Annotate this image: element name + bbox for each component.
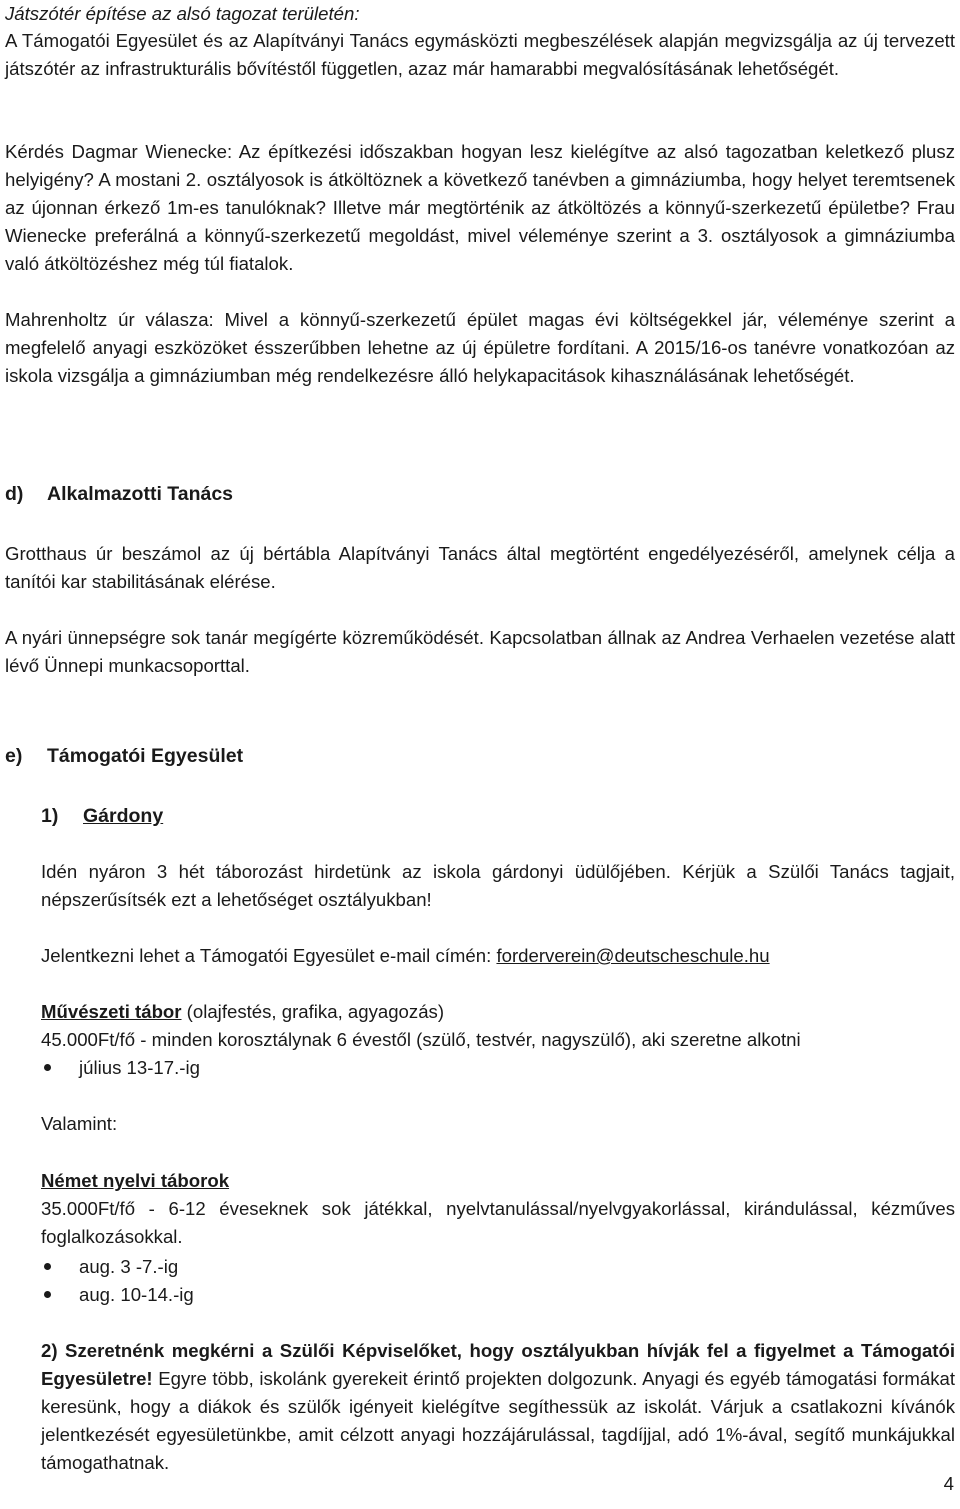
subsection-2-bold: 2) Szeretnénk megkérni a Szülői Képviselőket, hogy osztályukban hívják fel a figyelmet a Támogatói Egyesületre! — [41, 1340, 955, 1389]
apply-paragraph — [41, 942, 955, 970]
section-e-heading — [5, 742, 243, 770]
section-d-title: Alkalmazotti Tanács — [47, 483, 234, 505]
section-d-label: d) — [5, 483, 24, 505]
date-item: aug. 10-14.-ig — [41, 1281, 955, 1309]
subsection-2-paragraph — [41, 1337, 955, 1477]
art-camp-price: 45.000Ft/fő - minden korosztálynak 6 évestől (szülő, testvér, nagyszülő), aki szeretne alkotni — [41, 1029, 801, 1050]
also-label: Valamint: — [41, 1113, 118, 1134]
subsection-1-title: Gárdony — [83, 805, 164, 827]
art-camp-subtitle: (olajfestés, grafika, agyagozás) — [181, 1001, 445, 1022]
art-camp-dates — [41, 1054, 955, 1082]
section-e-title: Támogatói Egyesület — [47, 745, 244, 767]
date-item: aug. 3 -7.-ig — [41, 1253, 955, 1281]
section-e-label: e) — [5, 745, 23, 767]
section-d-paragraph-1: Grotthaus úr beszámol az új bértábla Alapítványi Tanács által megtörtént engedélyezéséről, amelynek célja a tanítói kar stabilitásának elérése. — [5, 543, 955, 592]
answer-paragraph: Mahrenholtz úr válasza: Mivel a könnyű-szerkezetű épület magas évi költségekkel jár, véleménye szerint a megfelelő anyagi eszközöket ésszerűbben lehetne az új épületre fordítani. A 2015/16-os tanévre vonatkozóan az iskola vizsgálja a gimnáziumban még rendelkezésre álló helykapacitások kihasználásának lehetőségét. — [5, 309, 955, 386]
german-camp-dates — [41, 1253, 955, 1309]
question-paragraph: Kérdés Dagmar Wienecke: Az építkezési időszakban hogyan lesz kielégítve az alsó tagozatban keletkező plusz helyigény? A mostani 2. osztályosok is átköltöznek a következő tanévben a gimnáziumba, hogy helyet teremtsenek az újonnan érkező 1m-es tanulóknak? Illetve már megtörténik az átköltözés a könnyű-szerkezetű épületbe? Frau Wienecke preferálná a könnyű-szerkezetű megoldást, mivel véleménye szerint a 3. osztályosok a gimnáziumba való átköltözéshez még túl fiatalok. — [5, 141, 955, 274]
email-link[interactable]: forderverein@deutscheschule.hu — [496, 945, 770, 966]
page-number: 4 — [943, 1473, 954, 1494]
playground-text: A Támogatói Egyesület és az Alapítványi Tanács egymásközti megbeszélések alapján megvizsgálja az új tervezett játszótér az infrastrukturális bővítéstől független, azaz már hamarabbi megvalósításának lehetőségét. — [5, 30, 955, 79]
subsection-1-heading — [41, 802, 163, 830]
date-item: július 13-17.-ig — [41, 1054, 955, 1082]
art-camp-heading — [41, 998, 444, 1026]
section-d-heading — [5, 480, 233, 508]
subsection-2-text: Egyre több, iskolánk gyerekeit érintő projekten dolgozunk. Anyagi és egyéb támogatási formákat keresünk, hogy a diákok és szülők igényeit kielégítve segíthessük az iskolát. Várjuk a csatlakozni kívánók jelentkezését egyesületünkbe, amit célzott anyagi hozzájárulással, tagdíjjal, adó 1%-ával, segítő munkájukkal támogathatnak. — [41, 1368, 955, 1473]
camp-paragraph: Idén nyáron 3 hét táborozást hirdetünk az iskola gárdonyi üdülőjében. Kérjük a Szülői Tanács tagjait, népszerűsítsék ezt a lehetőséget osztályukban! — [41, 861, 955, 910]
playground-title: Játszótér építése az alsó tagozat területén: — [5, 3, 360, 24]
subsection-1-label: 1) — [41, 805, 59, 827]
art-camp-title: Művészeti tábor — [41, 1001, 182, 1022]
german-camp-title: Német nyelvi táborok — [41, 1170, 230, 1191]
apply-text: Jelentkezni lehet a Támogatói Egyesület e-mail címén: — [41, 945, 497, 966]
german-camp-price: 35.000Ft/fő - 6-12 éveseknek sok játékkal, nyelvtanulással/nyelvgyakorlással, kirándulással, kézműves foglalkozásokkal. — [41, 1198, 955, 1247]
section-d-paragraph-2: A nyári ünnepségre sok tanár megígérte közreműködését. Kapcsolatban állnak az Andrea Verhaelen vezetése alatt lévő Ünnepi munkacsoporttal. — [5, 627, 955, 676]
